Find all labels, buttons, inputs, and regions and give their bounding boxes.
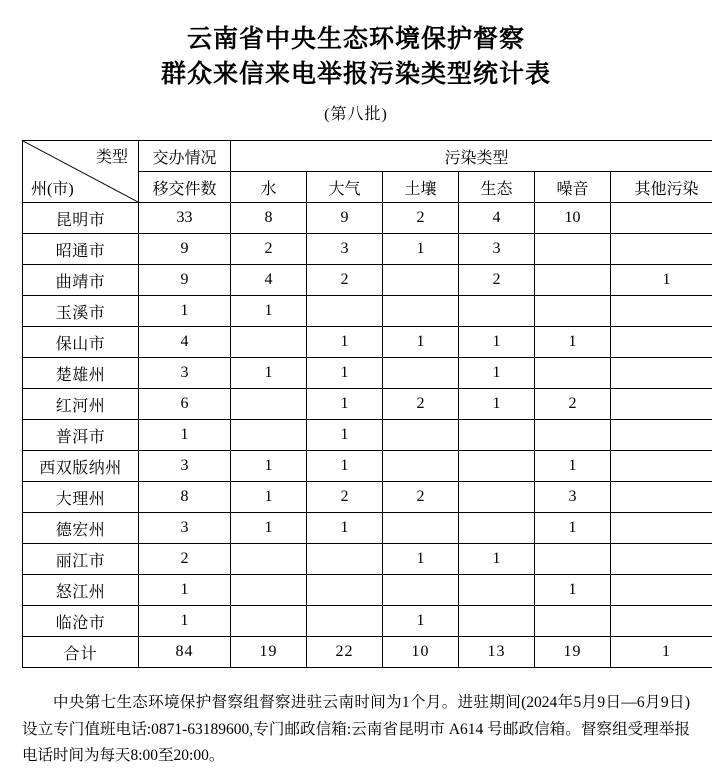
row-air: 1 <box>307 451 383 482</box>
total-row-eco: 13 <box>459 637 535 668</box>
row-water <box>231 544 307 575</box>
row-region-label: 玉溪市 <box>23 296 139 327</box>
total-row-other: 1 <box>611 637 712 668</box>
row-eco <box>459 606 535 637</box>
row-total: 33 <box>139 203 231 234</box>
row-noise: 1 <box>535 327 611 358</box>
pollution-statistics-table <box>22 140 712 668</box>
row-other <box>611 451 712 482</box>
row-soil <box>383 420 459 451</box>
row-noise <box>535 234 611 265</box>
corner-label-region: 州(市) <box>31 181 74 198</box>
table-row <box>23 327 712 358</box>
row-soil: 1 <box>383 327 459 358</box>
row-water: 4 <box>231 265 307 296</box>
row-total: 1 <box>139 575 231 606</box>
table-row <box>23 203 712 234</box>
row-water <box>231 389 307 420</box>
row-air <box>307 544 383 575</box>
row-eco <box>459 575 535 606</box>
table-row <box>23 265 712 296</box>
row-air: 1 <box>307 389 383 420</box>
row-total: 9 <box>139 234 231 265</box>
row-soil: 2 <box>383 389 459 420</box>
header-handling: 交办情况 <box>139 141 231 172</box>
row-other <box>611 234 712 265</box>
row-total: 1 <box>139 606 231 637</box>
row-eco: 1 <box>459 389 535 420</box>
row-other <box>611 296 712 327</box>
row-soil: 1 <box>383 544 459 575</box>
row-region-label: 临沧市 <box>23 606 139 637</box>
table-body <box>23 203 712 668</box>
row-air <box>307 575 383 606</box>
row-eco <box>459 420 535 451</box>
row-eco: 4 <box>459 203 535 234</box>
table-row <box>23 482 712 513</box>
row-air <box>307 296 383 327</box>
row-total: 8 <box>139 482 231 513</box>
page-subtitle: (第八批) <box>324 106 388 123</box>
row-water: 2 <box>231 234 307 265</box>
row-noise: 2 <box>535 389 611 420</box>
row-other <box>611 327 712 358</box>
row-air <box>307 606 383 637</box>
row-total: 6 <box>139 389 231 420</box>
header-pollution-water: 水 <box>231 172 307 203</box>
row-total: 4 <box>139 327 231 358</box>
row-region-label: 西双版纳州 <box>23 451 139 482</box>
row-air: 2 <box>307 265 383 296</box>
row-noise: 1 <box>535 513 611 544</box>
row-other <box>611 358 712 389</box>
row-noise <box>535 420 611 451</box>
row-eco: 3 <box>459 234 535 265</box>
row-soil: 2 <box>383 482 459 513</box>
row-water <box>231 327 307 358</box>
table-total-row <box>23 637 712 668</box>
row-eco: 1 <box>459 358 535 389</box>
row-other <box>611 203 712 234</box>
row-other <box>611 575 712 606</box>
row-air: 1 <box>307 420 383 451</box>
row-water <box>231 420 307 451</box>
row-noise <box>535 544 611 575</box>
table-row <box>23 358 712 389</box>
row-air: 2 <box>307 482 383 513</box>
table-row <box>23 234 712 265</box>
row-other <box>611 389 712 420</box>
row-region-label: 保山市 <box>23 327 139 358</box>
total-row-water: 19 <box>231 637 307 668</box>
header-handling-sub: 移交件数 <box>139 172 231 203</box>
total-row-total: 84 <box>139 637 231 668</box>
row-eco: 1 <box>459 544 535 575</box>
row-total: 3 <box>139 358 231 389</box>
row-total: 3 <box>139 513 231 544</box>
row-eco: 1 <box>459 327 535 358</box>
row-other <box>611 513 712 544</box>
row-noise: 10 <box>535 203 611 234</box>
row-water: 8 <box>231 203 307 234</box>
row-eco <box>459 451 535 482</box>
corner-label-type: 类型 <box>95 149 128 166</box>
title-line-1: 云南省中央生态环境保护督察 <box>186 25 525 53</box>
row-eco <box>459 296 535 327</box>
row-air: 1 <box>307 327 383 358</box>
row-other <box>611 482 712 513</box>
total-row-label: 合计 <box>23 637 139 668</box>
row-region-label: 普洱市 <box>23 420 139 451</box>
row-other <box>611 606 712 637</box>
table-row <box>23 606 712 637</box>
row-region-label: 德宏州 <box>23 513 139 544</box>
row-total: 1 <box>139 420 231 451</box>
row-total: 9 <box>139 265 231 296</box>
row-soil <box>383 575 459 606</box>
row-region-label: 昭通市 <box>23 234 139 265</box>
row-region-label: 红河州 <box>23 389 139 420</box>
row-region-label: 曲靖市 <box>23 265 139 296</box>
table-row <box>23 420 712 451</box>
table-row <box>23 575 712 606</box>
header-pollution-eco: 生态 <box>459 172 535 203</box>
row-noise <box>535 265 611 296</box>
row-water: 1 <box>231 358 307 389</box>
table-row <box>23 513 712 544</box>
row-total: 3 <box>139 451 231 482</box>
row-noise <box>535 358 611 389</box>
row-region-label: 楚雄州 <box>23 358 139 389</box>
row-eco <box>459 513 535 544</box>
table-header <box>23 141 712 203</box>
row-water: 1 <box>231 451 307 482</box>
row-other <box>611 544 712 575</box>
row-soil <box>383 296 459 327</box>
row-air: 1 <box>307 358 383 389</box>
header-pollution-group: 污染类型 <box>231 141 712 172</box>
row-air: 9 <box>307 203 383 234</box>
header-pollution-other: 其他污染 <box>611 172 712 203</box>
header-pollution-air: 大气 <box>307 172 383 203</box>
row-noise <box>535 296 611 327</box>
row-soil: 1 <box>383 234 459 265</box>
row-noise: 3 <box>535 482 611 513</box>
footer-note <box>22 690 690 770</box>
header-pollution-soil: 土壤 <box>383 172 459 203</box>
row-region-label: 大理州 <box>23 482 139 513</box>
table-row <box>23 451 712 482</box>
row-soil <box>383 358 459 389</box>
row-water: 1 <box>231 296 307 327</box>
title-line-2: 群众来信来电举报污染类型统计表 <box>160 59 551 88</box>
total-row-noise: 19 <box>535 637 611 668</box>
row-soil <box>383 451 459 482</box>
row-water: 1 <box>231 482 307 513</box>
row-air: 1 <box>307 513 383 544</box>
row-soil: 2 <box>383 203 459 234</box>
row-air: 3 <box>307 234 383 265</box>
corner-header-cell <box>23 141 139 203</box>
row-other: 1 <box>611 265 712 296</box>
row-water <box>231 606 307 637</box>
row-total: 2 <box>139 544 231 575</box>
row-water <box>231 575 307 606</box>
page-title <box>22 22 690 91</box>
total-row-soil: 10 <box>383 637 459 668</box>
row-region-label: 昆明市 <box>23 203 139 234</box>
table-row <box>23 296 712 327</box>
row-region-label: 丽江市 <box>23 544 139 575</box>
row-region-label: 怒江州 <box>23 575 139 606</box>
table-row <box>23 389 712 420</box>
row-noise <box>535 606 611 637</box>
row-noise: 1 <box>535 575 611 606</box>
row-soil: 1 <box>383 606 459 637</box>
total-row-air: 22 <box>307 637 383 668</box>
row-water: 1 <box>231 513 307 544</box>
row-noise: 1 <box>535 451 611 482</box>
row-eco <box>459 482 535 513</box>
row-soil <box>383 265 459 296</box>
row-total: 1 <box>139 296 231 327</box>
footer-note-text: 中央第七生态环境保护督察组督察进驻云南时间为1个月。进驻期间(2024年5月9日—6月9日)设立专门值班电话:0871-63189600,专门邮政信箱:云南省昆明市 A614 号邮政信箱。督察组受理举报电话时间为每天8:00至20:00。 <box>22 694 690 765</box>
row-other <box>611 420 712 451</box>
table-row <box>23 544 712 575</box>
row-eco: 2 <box>459 265 535 296</box>
header-pollution-noise: 噪音 <box>535 172 611 203</box>
row-soil <box>383 513 459 544</box>
